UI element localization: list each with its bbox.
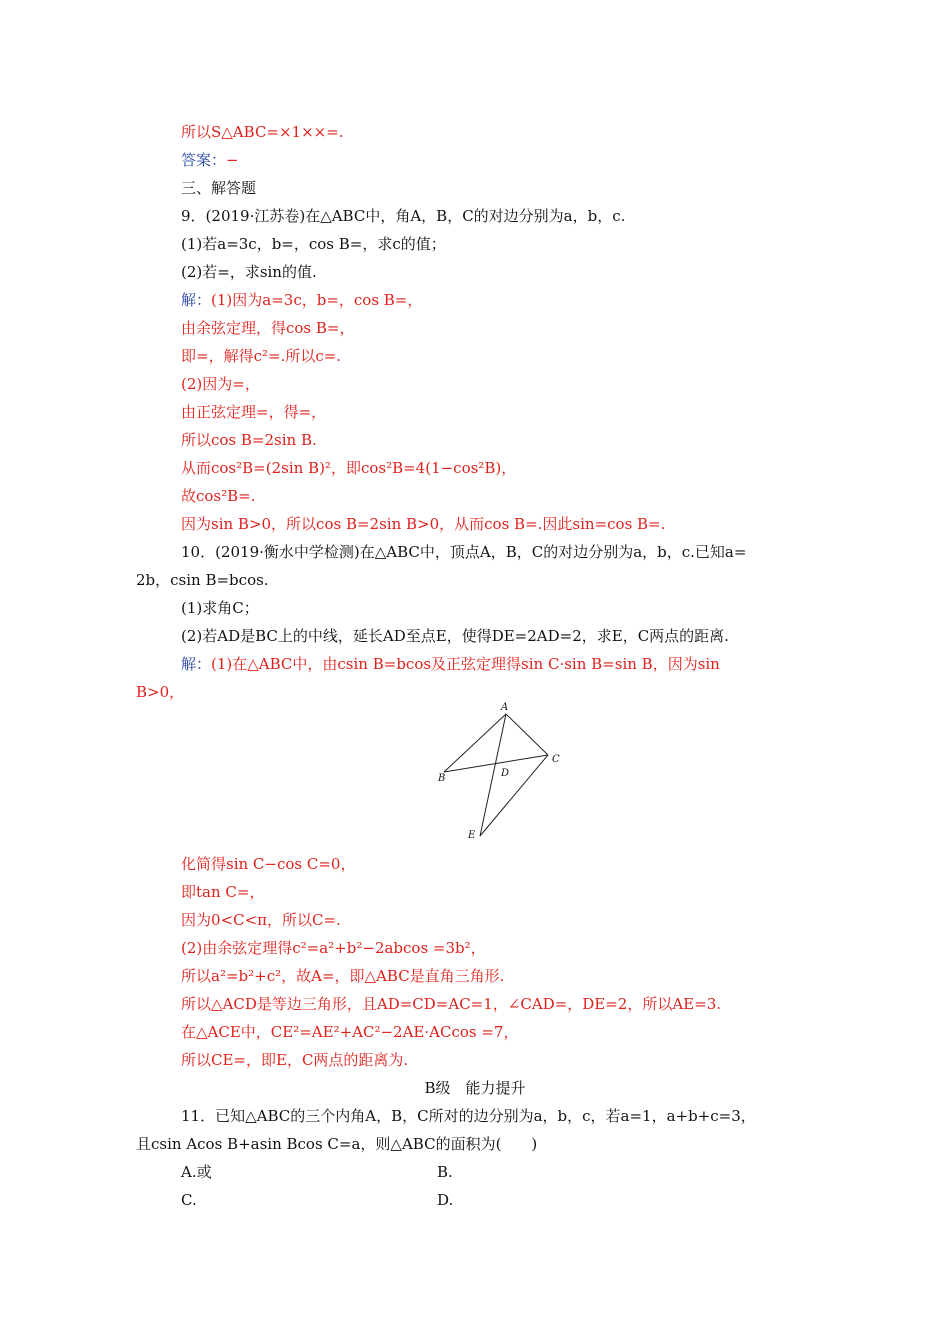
label-d: D [501,768,510,779]
segment-ac [506,714,548,755]
text-line: 即=，解得c²=.所以c=. [181,347,342,365]
text-line: B>0， [136,683,185,701]
triangle-diagram [430,700,570,845]
text-line: 所以CE=，即E，C两点的距离为. [181,1051,409,1069]
label-c: C [552,754,560,765]
text-line: 所以S△ABC=×1××=. [181,123,344,141]
text-line: (2)若=，求sin的值. [181,263,317,281]
text-line: 因为sin B>0，所以cos B=2sin B>0，从而cos B=.因此sin=cos B=. [181,515,666,533]
solution-text: (1)因为a=3c，b=，cos B=， [211,291,423,309]
text-line: (2)由余弦定理得c²=a²+b²−2abcos =3b²， [181,939,486,957]
text-line: 从而cos²B=(2sin B)²，即cos²B=4(1−cos²B)， [181,459,517,477]
section-heading: 三、解答题 [181,179,257,197]
section-heading: B级 能力提升 [424,1079,526,1097]
solution-label: 解： [181,655,212,673]
label-b: B [438,773,446,784]
text-line: 化简得sin C−cos C=0， [181,855,356,873]
text-line: 所以cos B=2sin B. [181,431,317,449]
option-d: D. [437,1191,454,1209]
question-9: 9．(2019·江苏卷)在△ABC中，角A，B，C的对边分别为a，b，c. [181,207,626,225]
text-line: 所以a²=b²+c²，故A=，即△ABC是直角三角形. [181,967,505,985]
option-c: C. [181,1191,197,1209]
solution-line [181,654,720,674]
text-line: (1)若a=3c，b=，cos B=，求c的值； [181,235,446,253]
solution-line [181,290,422,310]
text-line: 在△ACE中，CE²=AE²+AC²−2AE·ACcos =7， [181,1023,519,1041]
question-10: 10．(2019·衡水中学检测)在△ABC中，顶点A，B，C的对边分别为a，b，c.已知a= [181,543,747,561]
text-line: 故cos²B=. [181,487,256,505]
text-line: (1)求角C； [181,599,259,617]
text-line: 2b，csin B=bcos. [136,571,269,589]
solution-label: 解： [181,291,212,309]
text-line: 由余弦定理，得cos B=， [181,319,355,337]
answer-label: 答案： [181,151,227,169]
option-a: A.或 [181,1163,212,1181]
segment-ce [480,755,548,836]
answer-value: − [226,151,239,169]
solution-text: (1)在△ABC中，由csin B=bcos及正弦定理得sin C·sin B=sin B，因为sin [211,655,720,673]
text-line: 由正弦定理=，得=， [181,403,327,421]
text-line: 且csin Acos B+asin Bcos C=a，则△ABC的面积为( ) [136,1135,538,1153]
option-b: B. [437,1163,453,1181]
text-line: (2)因为=， [181,375,260,393]
question-11: 11．已知△ABC的三个内角A，B，C所对的边分别为a，b，c，若a=1，a+b+c=3， [181,1107,756,1125]
text-line: 因为0<C<π，所以C=. [181,911,341,929]
label-a: A [501,702,509,713]
text-line: (2)若AD是BC上的中线，延长AD至点E，使得DE=2AD=2，求E，C两点的距离. [181,627,729,645]
answer-line [181,150,239,170]
text-line: 即tan C=， [181,883,265,901]
text-line: 所以△ACD是等边三角形，且AD=CD=AC=1，∠CAD=，DE=2，所以AE=3. [181,995,722,1013]
label-e: E [468,830,476,841]
